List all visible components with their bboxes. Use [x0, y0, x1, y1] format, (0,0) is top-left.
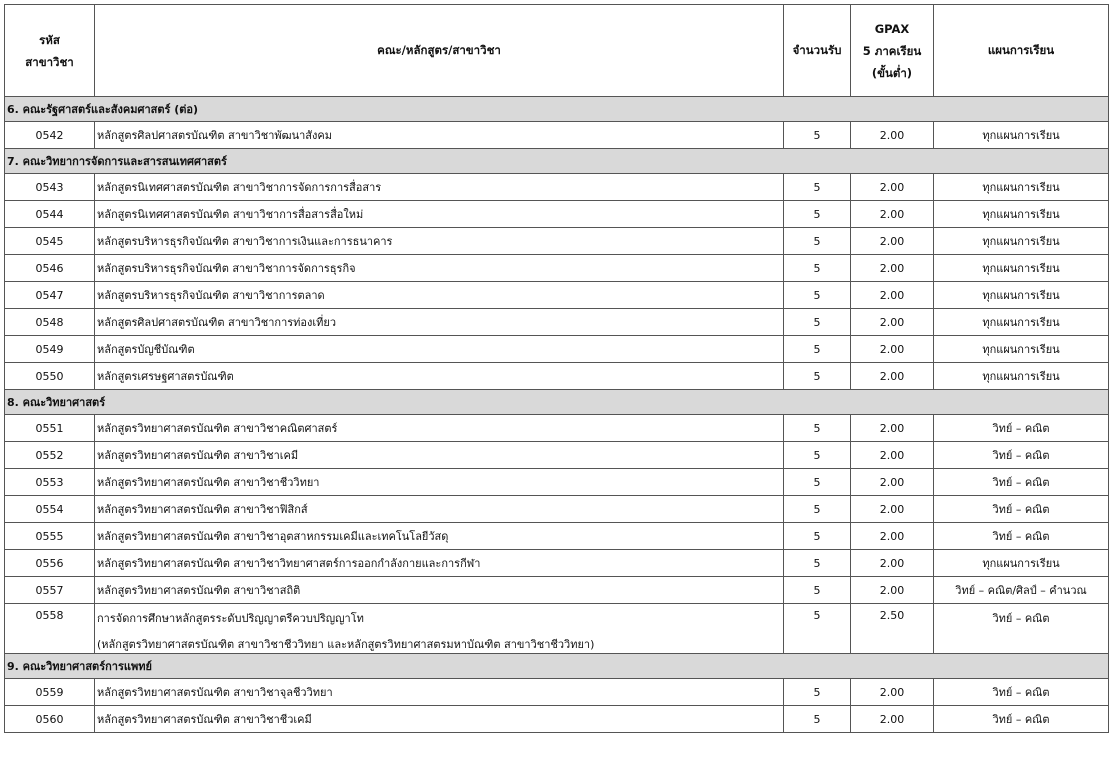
- table-row: [5, 255, 1109, 282]
- program-name: หลักสูตรบริหารธุรกิจบัณฑิต สาขาวิชาการเงินและการธนาคาร: [95, 228, 784, 255]
- table-row: [5, 523, 1109, 550]
- seat-count: 5: [784, 336, 851, 363]
- program-code: 0546: [5, 255, 95, 282]
- study-plan: ทุกแผนการเรียน: [934, 363, 1109, 390]
- program-code: 0542: [5, 122, 95, 149]
- program-name: หลักสูตรบริหารธุรกิจบัณฑิต สาขาวิชาการตลาด: [95, 282, 784, 309]
- header-code-line2: สาขาวิชา: [25, 54, 74, 69]
- table-row: [5, 201, 1109, 228]
- admission-table-wrapper: [4, 4, 1109, 733]
- gpax-min: 2.00: [851, 255, 934, 282]
- gpax-min: 2.00: [851, 496, 934, 523]
- study-plan: ทุกแผนการเรียน: [934, 550, 1109, 577]
- program-code: 0543: [5, 174, 95, 201]
- program-code: 0551: [5, 415, 95, 442]
- program-code: 0545: [5, 228, 95, 255]
- program-code: 0560: [5, 706, 95, 733]
- table-row: [5, 496, 1109, 523]
- header-gpax-line3: (ขั้นต่ำ): [871, 65, 913, 80]
- faculty-title: 7. คณะวิทยาการจัดการและสารสนเทศศาสตร์: [5, 149, 1109, 174]
- program-code: 0547: [5, 282, 95, 309]
- header-program: คณะ/หลักสูตร/สาขาวิชา: [95, 5, 784, 97]
- program-name: หลักสูตรวิทยาศาสตรบัณฑิต สาขาวิชาวิทยาศาสตร์การออกกำลังกายและการกีฬา: [95, 550, 784, 577]
- gpax-min: 2.00: [851, 706, 934, 733]
- program-name: หลักสูตรวิทยาศาสตรบัณฑิต สาขาวิชาอุตสาหกรรมเคมีและเทคโนโลยีวัสดุ: [95, 523, 784, 550]
- study-plan: วิทย์ – คณิต: [934, 442, 1109, 469]
- program-name: หลักสูตรนิเทศศาสตรบัณฑิต สาขาวิชาการจัดการการสื่อสาร: [95, 174, 784, 201]
- study-plan: ทุกแผนการเรียน: [934, 282, 1109, 309]
- gpax-min: 2.00: [851, 174, 934, 201]
- table-row: [5, 228, 1109, 255]
- gpax-min: 2.00: [851, 523, 934, 550]
- program-name: หลักสูตรวิทยาศาสตรบัณฑิต สาขาวิชาชีววิทยา: [95, 469, 784, 496]
- program-code: 0550: [5, 363, 95, 390]
- gpax-min: 2.00: [851, 469, 934, 496]
- gpax-min: 2.00: [851, 363, 934, 390]
- seat-count: 5: [784, 577, 851, 604]
- program-name: หลักสูตรศิลปศาสตรบัณฑิต สาขาวิชาการท่องเที่ยว: [95, 309, 784, 336]
- seat-count: 5: [784, 228, 851, 255]
- table-row: [5, 363, 1109, 390]
- seat-count: 5: [784, 201, 851, 228]
- table-row: [5, 604, 1109, 654]
- study-plan: ทุกแผนการเรียน: [934, 228, 1109, 255]
- program-code: 0555: [5, 523, 95, 550]
- program-code: 0552: [5, 442, 95, 469]
- header-plan: แผนการเรียน: [934, 5, 1109, 97]
- admission-table: [4, 4, 1109, 733]
- program-name: หลักสูตรบัญชีบัณฑิต: [95, 336, 784, 363]
- gpax-min: 2.00: [851, 201, 934, 228]
- program-name: หลักสูตรวิทยาศาสตรบัณฑิต สาขาวิชาสถิติ: [95, 577, 784, 604]
- table-row: [5, 122, 1109, 149]
- program-code: 0557: [5, 577, 95, 604]
- study-plan: วิทย์ – คณิต: [934, 679, 1109, 706]
- study-plan: ทุกแผนการเรียน: [934, 174, 1109, 201]
- study-plan: วิทย์ – คณิต: [934, 415, 1109, 442]
- study-plan: ทุกแผนการเรียน: [934, 336, 1109, 363]
- study-plan: วิทย์ – คณิต: [934, 604, 1109, 654]
- gpax-min: 2.00: [851, 550, 934, 577]
- program-code: 0556: [5, 550, 95, 577]
- program-name: หลักสูตรวิทยาศาสตรบัณฑิต สาขาวิชาจุลชีววิทยา: [95, 679, 784, 706]
- seat-count: 5: [784, 442, 851, 469]
- faculty-title: 6. คณะรัฐศาสตร์และสังคมศาสตร์ (ต่อ): [5, 97, 1109, 122]
- program-code: 0559: [5, 679, 95, 706]
- study-plan: วิทย์ – คณิต: [934, 706, 1109, 733]
- seat-count: 5: [784, 415, 851, 442]
- study-plan: ทุกแผนการเรียน: [934, 309, 1109, 336]
- table-row: [5, 577, 1109, 604]
- program-name: หลักสูตรวิทยาศาสตรบัณฑิต สาขาวิชาชีวเคมี: [95, 706, 784, 733]
- gpax-min: 2.00: [851, 122, 934, 149]
- faculty-row: [5, 149, 1109, 174]
- gpax-min: 2.00: [851, 336, 934, 363]
- seat-count: 5: [784, 469, 851, 496]
- table-row: [5, 442, 1109, 469]
- program-name: หลักสูตรวิทยาศาสตรบัณฑิต สาขาวิชาคณิตศาสตร์: [95, 415, 784, 442]
- table-row: [5, 309, 1109, 336]
- program-code: 0558: [5, 604, 95, 654]
- faculty-row: [5, 654, 1109, 679]
- program-code: 0553: [5, 469, 95, 496]
- table-row: [5, 706, 1109, 733]
- table-row: [5, 282, 1109, 309]
- program-name: [95, 604, 784, 654]
- program-name: หลักสูตรศิลปศาสตรบัณฑิต สาขาวิชาพัฒนาสังคม: [95, 122, 784, 149]
- seat-count: 5: [784, 550, 851, 577]
- gpax-min: 2.00: [851, 228, 934, 255]
- header-code-line1: รหัส: [39, 32, 60, 47]
- seat-count: 5: [784, 496, 851, 523]
- program-code: 0544: [5, 201, 95, 228]
- seat-count: 5: [784, 282, 851, 309]
- table-body: [5, 97, 1109, 733]
- study-plan: วิทย์ – คณิต: [934, 496, 1109, 523]
- program-name: หลักสูตรวิทยาศาสตรบัณฑิต สาขาวิชาฟิสิกส์: [95, 496, 784, 523]
- gpax-min: 2.00: [851, 577, 934, 604]
- gpax-min: 2.00: [851, 282, 934, 309]
- seat-count: 5: [784, 309, 851, 336]
- faculty-title: 8. คณะวิทยาศาสตร์: [5, 390, 1109, 415]
- study-plan: วิทย์ – คณิต: [934, 523, 1109, 550]
- table-row: [5, 550, 1109, 577]
- program-name: หลักสูตรนิเทศศาสตรบัณฑิต สาขาวิชาการสื่อสารสื่อใหม่: [95, 201, 784, 228]
- program-code: 0549: [5, 336, 95, 363]
- program-name-line1: การจัดการศึกษาหลักสูตรระดับปริญญาตรีควบปริญญาโท: [97, 612, 364, 625]
- faculty-row: [5, 390, 1109, 415]
- program-code: 0548: [5, 309, 95, 336]
- table-row: [5, 415, 1109, 442]
- study-plan: ทุกแผนการเรียน: [934, 122, 1109, 149]
- seat-count: 5: [784, 523, 851, 550]
- table-row: [5, 174, 1109, 201]
- seat-count: 5: [784, 604, 851, 654]
- program-name: หลักสูตรวิทยาศาสตรบัณฑิต สาขาวิชาเคมี: [95, 442, 784, 469]
- study-plan: ทุกแผนการเรียน: [934, 201, 1109, 228]
- program-name: หลักสูตรเศรษฐศาสตรบัณฑิต: [95, 363, 784, 390]
- study-plan: วิทย์ – คณิต: [934, 469, 1109, 496]
- header-gpax-line1: GPAX: [874, 21, 910, 36]
- seat-count: 5: [784, 679, 851, 706]
- gpax-min: 2.00: [851, 415, 934, 442]
- gpax-min: 2.00: [851, 309, 934, 336]
- table-row: [5, 679, 1109, 706]
- study-plan: ทุกแผนการเรียน: [934, 255, 1109, 282]
- program-name-line2: (หลักสูตรวิทยาศาสตรบัณฑิต สาขาวิชาชีววิทยา และหลักสูตรวิทยาศาสตรมหาบัณฑิต สาขาวิชาชีววิทยา): [97, 638, 595, 651]
- header-seats: จำนวนรับ: [784, 5, 851, 97]
- table-row: [5, 336, 1109, 363]
- faculty-row: [5, 97, 1109, 122]
- seat-count: 5: [784, 363, 851, 390]
- table-row: [5, 469, 1109, 496]
- program-code: 0554: [5, 496, 95, 523]
- seat-count: 5: [784, 255, 851, 282]
- header-gpax-line2: 5 ภาคเรียน: [862, 43, 922, 58]
- seat-count: 5: [784, 174, 851, 201]
- header-row: [5, 5, 1109, 97]
- header-code: [5, 5, 95, 97]
- program-name: หลักสูตรบริหารธุรกิจบัณฑิต สาขาวิชาการจัดการธุรกิจ: [95, 255, 784, 282]
- gpax-min: 2.50: [851, 604, 934, 654]
- gpax-min: 2.00: [851, 442, 934, 469]
- header-gpax: [851, 5, 934, 97]
- seat-count: 5: [784, 706, 851, 733]
- gpax-min: 2.00: [851, 679, 934, 706]
- faculty-title: 9. คณะวิทยาศาสตร์การแพทย์: [5, 654, 1109, 679]
- study-plan: วิทย์ – คณิต/ศิลป์ – คำนวณ: [934, 577, 1109, 604]
- seat-count: 5: [784, 122, 851, 149]
